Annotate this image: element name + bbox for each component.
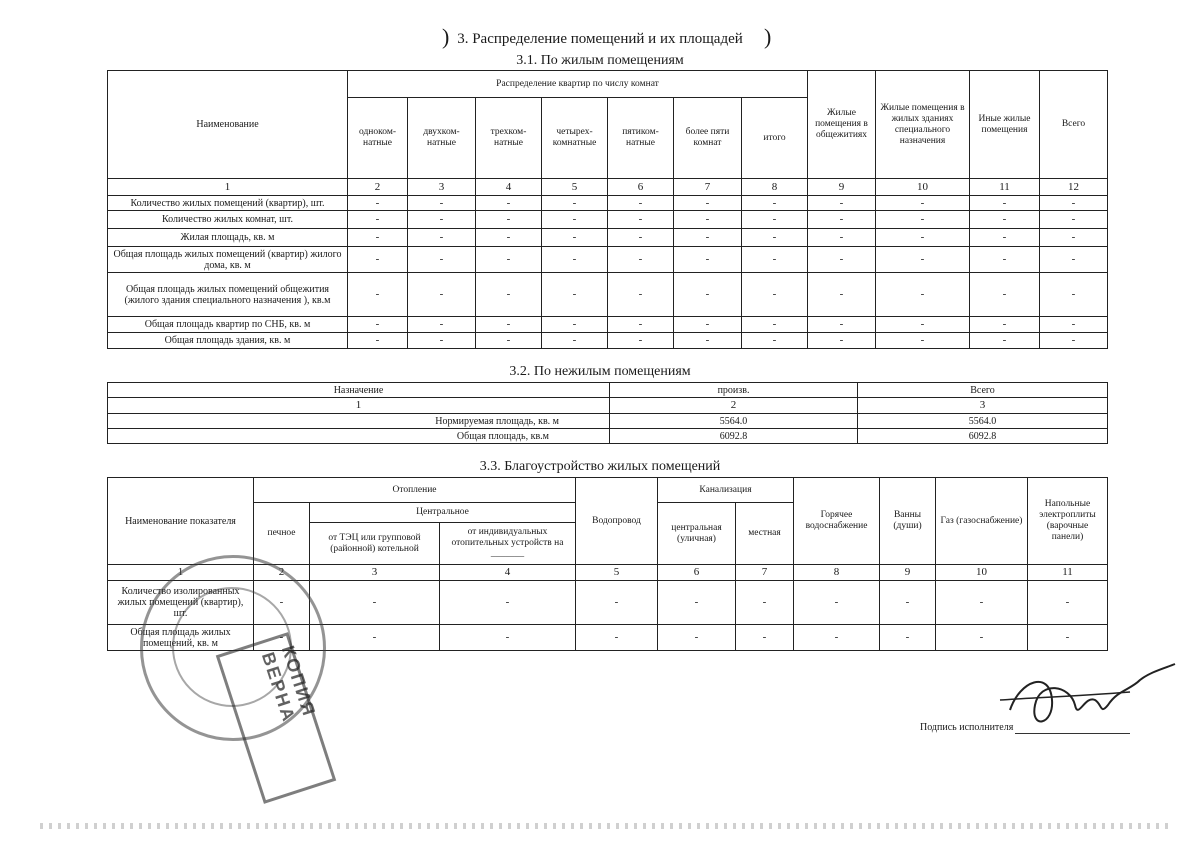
row-label: Нормируемая площадь, кв. м: [108, 414, 610, 429]
cell-value: -: [742, 211, 808, 229]
cell-value: -: [310, 581, 440, 625]
cell-value: -: [876, 229, 970, 247]
cell-value: -: [808, 196, 876, 211]
cell-value: -: [1028, 625, 1108, 651]
cell-value: -: [1040, 211, 1108, 229]
cell-value: -: [742, 333, 808, 349]
cell-value: -: [476, 273, 542, 317]
cell-value: -: [608, 333, 674, 349]
header-bath: Ванны (души): [880, 478, 936, 565]
cell-value: -: [408, 196, 476, 211]
right-bracket-mark: ): [764, 24, 772, 49]
cell-value: -: [876, 333, 970, 349]
cell-value: -: [1040, 333, 1108, 349]
row-label: Количество изолированных жилых помещений (квартир), шт.: [108, 581, 254, 625]
header-gas: Газ (газоснабжение): [936, 478, 1028, 565]
header-dorm: Жилые помещения в общежитиях: [808, 71, 876, 179]
header-stove-heating: печное: [254, 503, 310, 565]
col-number: 12: [1040, 179, 1108, 196]
cell-value: -: [736, 581, 794, 625]
row-label: Общая площадь жилых помещений, кв. м: [108, 625, 254, 651]
table-row: [108, 333, 1108, 349]
header-sewer: Канализация: [658, 478, 794, 503]
header-col: четырех-комнатные: [542, 98, 608, 179]
table-row: [108, 317, 1108, 333]
header-total: Всего: [1040, 71, 1108, 179]
col-number: 4: [440, 565, 576, 581]
col-number: 3: [310, 565, 440, 581]
row-label: Общая площадь, кв.м: [108, 429, 610, 444]
signature-label: Подпись исполнителя: [920, 722, 1014, 733]
cell-value: -: [970, 211, 1040, 229]
cell-value: -: [1040, 196, 1108, 211]
cell-value: -: [808, 317, 876, 333]
cell-value: -: [674, 247, 742, 273]
header-col: двухком-натные: [408, 98, 476, 179]
col-number: 5: [576, 565, 658, 581]
cell-value: -: [576, 581, 658, 625]
signature-line: [1015, 733, 1130, 734]
cell-value: -: [608, 229, 674, 247]
cell-value: -: [970, 273, 1040, 317]
cell-value: -: [608, 317, 674, 333]
header-indicator: Наименование показателя: [108, 478, 254, 565]
col-number: 8: [794, 565, 880, 581]
col-number: 7: [674, 179, 742, 196]
cell-value: -: [348, 333, 408, 349]
header-col: итого: [742, 98, 808, 179]
cell-value: -: [674, 229, 742, 247]
col-number: 6: [658, 565, 736, 581]
cell-value: -: [876, 247, 970, 273]
cell-value: -: [1040, 229, 1108, 247]
table-row: [108, 211, 1108, 229]
cell-value: -: [348, 229, 408, 247]
cell-value: -: [408, 211, 476, 229]
cell-value: -: [542, 247, 608, 273]
copy-stamp-text: КОПИЯ ВЕРНА: [257, 643, 320, 726]
table-row: [108, 273, 1108, 317]
col-number: 6: [608, 179, 674, 196]
col-number: 1: [108, 179, 348, 196]
header-water: Водопровод: [576, 478, 658, 565]
table-row: [108, 247, 1108, 273]
table-row: [108, 429, 1108, 444]
col-number: 3: [858, 398, 1108, 414]
cell-value: -: [808, 247, 876, 273]
col-number: 4: [476, 179, 542, 196]
cell-value: -: [408, 273, 476, 317]
cell-value: -: [476, 247, 542, 273]
col-number: 10: [936, 565, 1028, 581]
cell-value: -: [808, 229, 876, 247]
header-rooms-group: Распределение квартир по числу комнат: [348, 71, 808, 98]
cell-value: -: [348, 317, 408, 333]
cell-value: -: [742, 229, 808, 247]
cell-value: -: [542, 196, 608, 211]
cell-value: -: [542, 229, 608, 247]
col-number: 11: [970, 179, 1040, 196]
cell-value: -: [576, 625, 658, 651]
cell-value: -: [970, 247, 1040, 273]
cell-value: -: [1040, 317, 1108, 333]
table-row: [108, 229, 1108, 247]
row-label: Общая площадь здания, кв. м: [108, 333, 348, 349]
cell-value: -: [936, 625, 1028, 651]
cell-value: -: [970, 317, 1040, 333]
residential-table: [107, 70, 1108, 349]
cell-value: -: [608, 247, 674, 273]
cell-value: 6092.8: [610, 429, 858, 444]
cell-value: -: [970, 333, 1040, 349]
cell-value: 5564.0: [610, 414, 858, 429]
row-label: Количество жилых помещений (квартир), шт.: [108, 196, 348, 211]
cell-value: -: [608, 273, 674, 317]
header-tec: от ТЭЦ или групповой (районной) котельной: [310, 523, 440, 565]
header-col: одноком-натные: [348, 98, 408, 179]
col-number: 5: [542, 179, 608, 196]
col-number: 3: [408, 179, 476, 196]
cell-value: -: [476, 317, 542, 333]
cell-value: -: [348, 273, 408, 317]
header-sewer-central: центральная (уличная): [658, 503, 736, 565]
left-bracket-mark: ): [442, 24, 450, 49]
col-number: 7: [736, 565, 794, 581]
cell-value: 5564.0: [858, 414, 1108, 429]
cell-value: 6092.8: [858, 429, 1108, 444]
cell-value: -: [408, 333, 476, 349]
column-numbers-row: [108, 179, 1108, 196]
cell-value: -: [310, 625, 440, 651]
cell-value: -: [674, 273, 742, 317]
cell-value: -: [736, 625, 794, 651]
cell-value: -: [408, 317, 476, 333]
row-label: Общая площадь жилых помещений (квартир) жилого дома, кв. м: [108, 247, 348, 273]
header-total: Всего: [858, 383, 1108, 398]
cell-value: -: [880, 625, 936, 651]
cell-value: -: [254, 625, 310, 651]
header-purpose: Назначение: [108, 383, 610, 398]
section-3-2-title: 3.2. По нежилым помещениям: [509, 364, 691, 379]
cell-value: -: [608, 211, 674, 229]
header-name: Наименование: [108, 71, 348, 179]
col-number: 10: [876, 179, 970, 196]
cell-value: -: [742, 247, 808, 273]
col-number: 8: [742, 179, 808, 196]
header-electric-stoves: Напольные электроплиты (варочные панели): [1028, 478, 1108, 565]
col-number: 2: [610, 398, 858, 414]
cell-value: -: [674, 333, 742, 349]
cell-value: -: [808, 273, 876, 317]
table-row: [108, 414, 1108, 429]
cell-value: -: [970, 196, 1040, 211]
cell-value: -: [674, 196, 742, 211]
cell-value: -: [876, 273, 970, 317]
cell-value: -: [348, 211, 408, 229]
section-3-3-title: 3.3. Благоустройство жилых помещений: [479, 459, 721, 474]
header-sewer-local: местная: [736, 503, 794, 565]
cell-value: -: [794, 581, 880, 625]
header-col: трехком-натные: [476, 98, 542, 179]
cell-value: -: [880, 581, 936, 625]
col-number: 9: [880, 565, 936, 581]
cell-value: -: [742, 273, 808, 317]
col-number: 9: [808, 179, 876, 196]
cell-value: -: [1040, 273, 1108, 317]
cell-value: -: [542, 273, 608, 317]
cell-value: -: [254, 581, 310, 625]
cell-value: -: [542, 211, 608, 229]
page-title: 3. Распределение помещений и их площадей: [457, 31, 743, 47]
cell-value: -: [1028, 581, 1108, 625]
cell-value: -: [408, 229, 476, 247]
section-3-1-title: 3.1. По жилым помещениям: [516, 53, 684, 68]
col-number: 1: [108, 398, 610, 414]
header-other: Иные жилые помещения: [970, 71, 1040, 179]
cell-value: -: [970, 229, 1040, 247]
nonresidential-table: [107, 382, 1108, 444]
col-number: 2: [348, 179, 408, 196]
header-individual: от индивидуальных отопительных устройств на _______: [440, 523, 576, 565]
cell-value: -: [408, 247, 476, 273]
cell-value: -: [674, 211, 742, 229]
col-number: 2: [254, 565, 310, 581]
row-label: Общая площадь жилых помещений общежития (жилого здания специального назначения ), кв.м: [108, 273, 348, 317]
header-central-heating: Центральное: [310, 503, 576, 523]
cell-value: -: [542, 333, 608, 349]
cell-value: -: [348, 196, 408, 211]
cell-value: -: [542, 317, 608, 333]
cell-value: -: [742, 196, 808, 211]
residential-table-body: [108, 196, 1108, 349]
row-label: Количество жилых комнат, шт.: [108, 211, 348, 229]
cell-value: -: [608, 196, 674, 211]
header-col: пятиком-натные: [608, 98, 674, 179]
row-label: Общая площадь квартир по СНБ, кв. м: [108, 317, 348, 333]
cell-value: -: [808, 333, 876, 349]
header-special: Жилые помещения в жилых зданиях специального назначения: [876, 71, 970, 179]
cell-value: -: [658, 625, 736, 651]
cell-value: -: [476, 229, 542, 247]
header-production: произв.: [610, 383, 858, 398]
cell-value: -: [808, 211, 876, 229]
scan-artifact-line: [40, 823, 1170, 829]
cell-value: -: [348, 247, 408, 273]
signature-scribble: [990, 660, 1180, 740]
cell-value: -: [440, 581, 576, 625]
cell-value: -: [876, 317, 970, 333]
header-col: более пяти комнат: [674, 98, 742, 179]
cell-value: -: [742, 317, 808, 333]
header-heating: Отопление: [254, 478, 576, 503]
cell-value: -: [658, 581, 736, 625]
cell-value: -: [936, 581, 1028, 625]
table-row: [108, 196, 1108, 211]
cell-value: -: [1040, 247, 1108, 273]
cell-value: -: [876, 196, 970, 211]
header-hot-water: Горячее водоснабжение: [794, 478, 880, 565]
cell-value: -: [674, 317, 742, 333]
cell-value: -: [476, 196, 542, 211]
row-label: Жилая площадь, кв. м: [108, 229, 348, 247]
cell-value: -: [476, 211, 542, 229]
col-number: 1: [108, 565, 254, 581]
cell-value: -: [794, 625, 880, 651]
cell-value: -: [476, 333, 542, 349]
cell-value: -: [440, 625, 576, 651]
cell-value: -: [876, 211, 970, 229]
col-number: 11: [1028, 565, 1108, 581]
